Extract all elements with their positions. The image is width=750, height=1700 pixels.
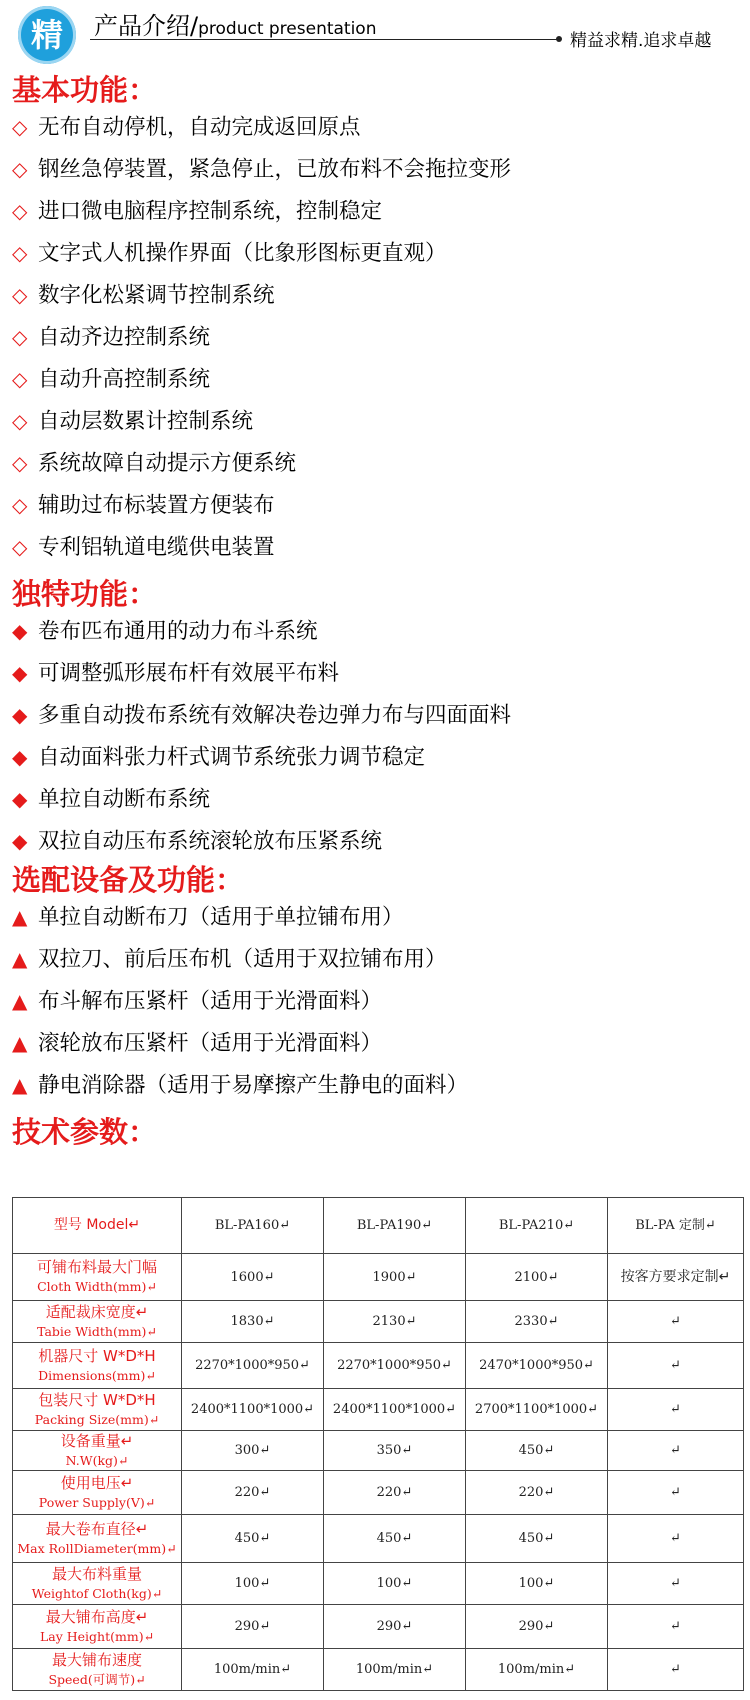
list-item-text: 单拉自动断布系统 <box>38 787 211 812</box>
table-row-label <box>13 1649 182 1691</box>
bullet-marker-icon: ◇ <box>12 367 28 391</box>
bullet-marker-icon: ◇ <box>12 325 28 349</box>
table-cell: 100m/min↵ <box>324 1649 466 1691</box>
table-cell: 100↵ <box>324 1563 466 1605</box>
table-row <box>13 1515 744 1563</box>
header-divider <box>90 39 558 40</box>
table-header-model: BL-PA 定制↵ <box>608 1198 744 1254</box>
table-cell: 2700*1100*1000↵ <box>466 1389 608 1431</box>
section-title-optional: 选配设备及功能： <box>12 863 245 897</box>
list-item-text: 静电消除器（适用于易摩擦产生静电的面料） <box>38 1073 469 1098</box>
table-row-label <box>13 1343 182 1389</box>
table-cell: 350↵ <box>324 1431 466 1471</box>
table-cell: 100m/min↵ <box>466 1649 608 1691</box>
table-row <box>13 1389 744 1431</box>
table-row <box>13 1471 744 1515</box>
header-title-en: product presentation <box>198 19 377 39</box>
table-cell: 220↵ <box>182 1471 324 1515</box>
list-item <box>12 442 511 484</box>
table-row-label <box>13 1563 182 1605</box>
table-cell: 2130↵ <box>324 1301 466 1343</box>
list-item <box>12 400 511 442</box>
table-row <box>13 1563 744 1605</box>
list-item-text: 自动面料张力杆式调节系统张力调节稳定 <box>38 745 426 770</box>
row-label-cn: 使用电压↵ <box>60 1473 134 1492</box>
list-item <box>12 526 511 568</box>
row-label-en: Dimensions(mm)↵ <box>38 1367 156 1383</box>
table-cell: 290↵ <box>182 1605 324 1649</box>
table-row-label <box>13 1431 182 1471</box>
list-item-text: 自动层数累计控制系统 <box>38 409 254 434</box>
list-item-text: 专利铝轨道电缆供电装置 <box>38 535 275 560</box>
list-item <box>12 274 511 316</box>
table-row-label <box>13 1389 182 1431</box>
table-cell: ↵ <box>608 1515 744 1563</box>
table-row <box>13 1343 744 1389</box>
list-item <box>12 820 511 862</box>
bullet-marker-icon: ◇ <box>12 451 28 475</box>
row-label-cn: 最大铺布速度 <box>51 1650 142 1669</box>
list-item <box>12 358 511 400</box>
list-item-text: 卷布匹布通用的动力布斗系统 <box>38 619 318 644</box>
list-basic <box>12 106 511 568</box>
table-cell: 450↵ <box>324 1515 466 1563</box>
bullet-marker-icon: ▲ <box>12 1031 28 1055</box>
list-item <box>12 896 468 938</box>
list-item-text: 布斗解布压紧杆（适用于光滑面料） <box>38 989 383 1014</box>
list-item <box>12 736 511 778</box>
row-label-en: Max RollDiameter(mm)↵ <box>17 1540 177 1556</box>
row-label-cn: 包装尺寸 W*D*H <box>38 1390 156 1409</box>
header-title <box>94 6 377 41</box>
row-label-cn: 设备重量↵ <box>60 1431 134 1450</box>
table-cell: 100↵ <box>466 1563 608 1605</box>
list-item-text: 单拉自动断布刀（适用于单拉铺布用） <box>38 905 404 930</box>
table-cell: 450↵ <box>466 1431 608 1471</box>
list-item-text: 双拉自动压布系统滚轮放布压紧系统 <box>38 829 383 854</box>
list-item <box>12 1022 468 1064</box>
bullet-marker-icon: ◇ <box>12 115 28 139</box>
section-title-unique: 独特功能： <box>12 577 158 611</box>
row-label-en: Speed(可调节)↵ <box>48 1671 146 1687</box>
table-header-label: 型号 Model↵ <box>13 1198 182 1254</box>
table-cell: ↵ <box>608 1563 744 1605</box>
row-label-en: Cloth Width(mm)↵ <box>37 1279 157 1294</box>
bullet-marker-icon: ▲ <box>12 905 28 929</box>
list-item <box>12 190 511 232</box>
table-cell: 220↵ <box>324 1471 466 1515</box>
list-item-text: 钢丝急停装置，紧急停止，已放布料不会拖拉变形 <box>38 157 512 182</box>
row-label-cn: 最大卷布直径↵ <box>45 1519 149 1538</box>
bullet-marker-icon: ◆ <box>12 619 28 643</box>
table-cell: 1600↵ <box>182 1254 324 1301</box>
table-cell: ↵ <box>608 1343 744 1389</box>
table-row <box>13 1301 744 1343</box>
table-row-label <box>13 1254 182 1301</box>
list-item-text: 自动升高控制系统 <box>38 367 211 392</box>
table-cell: 300↵ <box>182 1431 324 1471</box>
list-item-text: 多重自动拨布系统有效解决卷边弹力布与四面面料 <box>38 703 512 728</box>
row-label-en: Weightof Cloth(kg)↵ <box>31 1585 163 1601</box>
table-cell: 290↵ <box>466 1605 608 1649</box>
list-item <box>12 316 511 358</box>
table-cell: ↵ <box>608 1431 744 1471</box>
bullet-marker-icon: ◇ <box>12 199 28 223</box>
row-label-cn: 最大布料重量 <box>51 1564 142 1583</box>
section-title-specs: 技术参数： <box>12 1115 158 1149</box>
bullet-marker-icon: ◇ <box>12 535 28 559</box>
table-cell: ↵ <box>608 1471 744 1515</box>
table-cell: 按客方要求定制↵ <box>608 1254 744 1301</box>
table-header-model: BL-PA190↵ <box>324 1198 466 1254</box>
list-optional <box>12 896 468 1106</box>
list-item-text: 滚轮放布压紧杆（适用于光滑面料） <box>38 1031 383 1056</box>
list-item <box>12 148 511 190</box>
bullet-marker-icon: ◇ <box>12 157 28 181</box>
bullet-marker-icon: ▲ <box>12 947 28 971</box>
table-cell: ↵ <box>608 1649 744 1691</box>
table-cell: 100m/min↵ <box>182 1649 324 1691</box>
list-item <box>12 652 511 694</box>
list-item <box>12 938 468 980</box>
table-header-row <box>13 1198 744 1254</box>
table-cell: 2100↵ <box>466 1254 608 1301</box>
table-cell: 2470*1000*950↵ <box>466 1343 608 1389</box>
table-cell: 2270*1000*950↵ <box>324 1343 466 1389</box>
row-label-en: Power Supply(V)↵ <box>38 1494 156 1510</box>
bullet-marker-icon: ◇ <box>12 283 28 307</box>
section-title-basic: 基本功能： <box>12 73 158 107</box>
table-cell: 450↵ <box>466 1515 608 1563</box>
table-cell: ↵ <box>608 1389 744 1431</box>
page-header <box>0 0 750 70</box>
table-row <box>13 1254 744 1301</box>
brand-badge: 精 <box>18 6 76 64</box>
table-row <box>13 1649 744 1691</box>
table-header-model: BL-PA210↵ <box>466 1198 608 1254</box>
table-cell: 2400*1100*1000↵ <box>324 1389 466 1431</box>
table-row-label <box>13 1605 182 1649</box>
list-item <box>12 106 511 148</box>
bullet-marker-icon: ◆ <box>12 745 28 769</box>
table-row-label <box>13 1515 182 1563</box>
list-item <box>12 694 511 736</box>
table-cell: 2330↵ <box>466 1301 608 1343</box>
table-cell: 2400*1100*1000↵ <box>182 1389 324 1431</box>
table-cell: 2270*1000*950↵ <box>182 1343 324 1389</box>
bullet-marker-icon: ◆ <box>12 703 28 727</box>
table-cell: 100↵ <box>182 1563 324 1605</box>
list-item <box>12 1064 468 1106</box>
bullet-marker-icon: ▲ <box>12 1073 28 1097</box>
table-cell: 290↵ <box>324 1605 466 1649</box>
list-item-text: 数字化松紧调节控制系统 <box>38 283 275 308</box>
row-label-cn: 适配裁床宽度↵ <box>45 1302 149 1321</box>
spec-table-body <box>13 1198 744 1691</box>
table-cell: 450↵ <box>182 1515 324 1563</box>
list-item <box>12 980 468 1022</box>
bullet-marker-icon: ◇ <box>12 241 28 265</box>
row-label-en: N.W(kg)↵ <box>65 1452 129 1468</box>
list-item-text: 进口微电脑程序控制系统，控制稳定 <box>38 199 383 224</box>
list-item-text: 文字式人机操作界面（比象形图标更直观） <box>38 241 447 266</box>
list-item <box>12 232 511 274</box>
list-item-text: 无布自动停机，自动完成返回原点 <box>38 115 361 140</box>
list-item <box>12 610 511 652</box>
list-item-text: 系统故障自动提示方便系统 <box>38 451 297 476</box>
header-title-cn: 产品介绍/ <box>94 12 199 40</box>
table-cell: 1900↵ <box>324 1254 466 1301</box>
row-label-en: Lay Height(mm)↵ <box>39 1628 155 1644</box>
table-row-label <box>13 1471 182 1515</box>
header-divider-dot <box>556 36 562 42</box>
table-row-label <box>13 1301 182 1343</box>
bullet-marker-icon: ◆ <box>12 787 28 811</box>
table-cell: 220↵ <box>466 1471 608 1515</box>
list-item <box>12 778 511 820</box>
table-header-model: BL-PA160↵ <box>182 1198 324 1254</box>
bullet-marker-icon: ▲ <box>12 989 28 1013</box>
table-row <box>13 1431 744 1471</box>
table-cell: 1830↵ <box>182 1301 324 1343</box>
header-slogan: 精益求精.追求卓越 <box>570 31 712 51</box>
table-cell: ↵ <box>608 1605 744 1649</box>
row-label-cn: 机器尺寸 W*D*H <box>38 1346 156 1365</box>
list-item-text: 双拉刀、前后压布机（适用于双拉铺布用） <box>38 947 447 972</box>
spec-table <box>12 1197 744 1691</box>
table-cell: ↵ <box>608 1301 744 1343</box>
row-label-cn: 可铺布料最大门幅 <box>36 1258 157 1276</box>
list-unique <box>12 610 511 862</box>
bullet-marker-icon: ◇ <box>12 409 28 433</box>
bullet-marker-icon: ◇ <box>12 493 28 517</box>
bullet-marker-icon: ◆ <box>12 829 28 853</box>
row-label-cn: 最大铺布高度↵ <box>45 1607 149 1626</box>
row-label-en: Packing Size(mm)↵ <box>34 1411 160 1427</box>
list-item-text: 自动齐边控制系统 <box>38 325 211 350</box>
list-item-text: 可调整弧形展布杆有效展平布料 <box>38 661 340 686</box>
list-item <box>12 484 511 526</box>
table-row <box>13 1605 744 1649</box>
row-label-en: Tabie Width(mm)↵ <box>37 1323 157 1339</box>
bullet-marker-icon: ◆ <box>12 661 28 685</box>
list-item-text: 辅助过布标装置方便装布 <box>38 493 275 518</box>
